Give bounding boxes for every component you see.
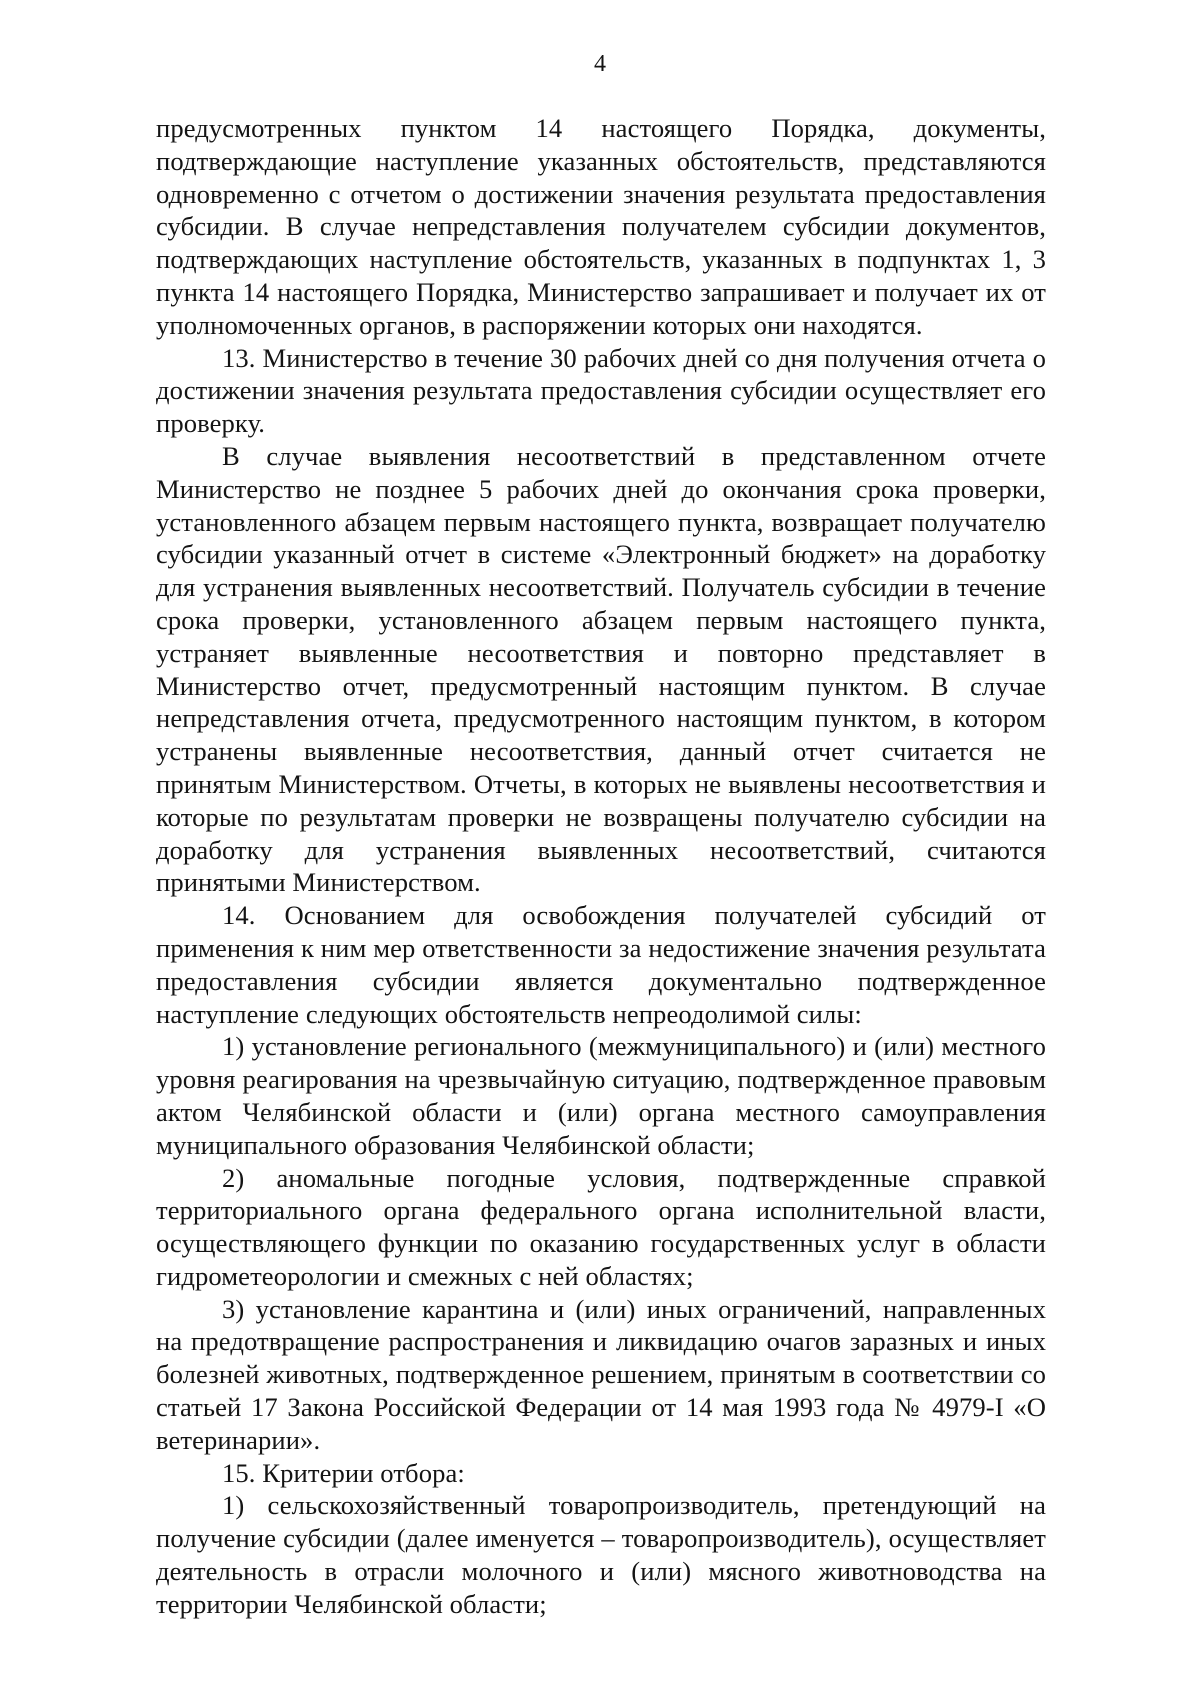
paragraph-item-15-sub-1: 1) сельскохозяйственный товаропроизводитель, претендующий на получение субсидии (далее именуется – товаропроизводитель), осуществляет деятельность в отрасли молочного и (или) мясного животноводства на территории Челябинской области; bbox=[156, 1490, 1046, 1619]
paragraph-item-14-sub-3: 3) установление карантина и (или) иных ограничений, направленных на предотвращение распространения и ликвидацию очагов заразных и иных болезней животных, подтвержденное решением, принятым в соответствии со статьей 17 Закона Российской Федерации от 14 мая 1993 года № 4979-I «О ветеринарии». bbox=[156, 1293, 1046, 1455]
paragraph-item-14-sub-1: 1) установление регионального (межмуниципального) и (или) местного уровня реагирования на чрезвычайную ситуацию, подтвержденное правовым актом Челябинской области и (или) органа местного самоуправления муниципального образования Челябинской области; bbox=[156, 1031, 1046, 1160]
paragraph-item-15: 15. Критерии отбора: bbox=[222, 1457, 465, 1488]
paragraph-item-14-sub-2: 2) аномальные погодные условия, подтвержденные справкой территориального органа федерального органа исполнительной власти, осуществляющего функции по оказанию государственных услуг в области гидрометеорологии и смежных с ней областях; bbox=[156, 1162, 1046, 1291]
paragraph-item-13: 13. Министерство в течение 30 рабочих дней со дня получения отчета о достижении значения результата предоставления субсидии осуществляет его проверку. bbox=[156, 342, 1046, 439]
paragraph-continuation: предусмотренных пунктом 14 настоящего Порядка, документы, подтверждающие наступление указанных обстоятельств, представляются одновременно с отчетом о достижении значения результата предоставления субсидии. В случае непредставления получателем субсидии документов, подтверждающих наступление обстоятельств, указанных в подпунктах 1, 3 пункта 14 настоящего Порядка, Министерство запрашивает и получает их от уполномоченных органов, в распоряжении которых они находятся. bbox=[156, 113, 1046, 340]
paragraph-item-13-discrepancies: В случае выявления несоответствий в представленном отчете Министерство не позднее 5 рабочих дней до окончания срока проверки, установленного абзацем первым настоящего пункта, возвращает получателю субсидии указанный отчет в системе «Электронный бюджет» на доработку для устранения выявленных несоответствий. Получатель субсидии в течение срока проверки, установленного абзацем первым настоящего пункта, устраняет выявленные несоответствия и повторно представляет в Министерство отчет, предусмотренный настоящим пунктом. В случае непредставления отчета, предусмотренного настоящим пунктом, в котором устранены выявленные несоответствия, данный отчет считается не принятым Министерством. Отчеты, в которых не выявлены несоответствия и которые по результатам проверки не возвращены получателю субсидии на доработку для устранения выявленных несоответствий, считаются принятыми Министерством. bbox=[156, 440, 1046, 898]
paragraph-item-14: 14. Основанием для освобождения получателей субсидий от применения к ним мер ответственности за недостижение значения результата предоставления субсидии является документально подтвержденное наступление следующих обстоятельств непреодолимой силы: bbox=[156, 900, 1046, 1029]
document-body bbox=[156, 112, 1046, 1621]
page-number: 4 bbox=[594, 51, 606, 77]
